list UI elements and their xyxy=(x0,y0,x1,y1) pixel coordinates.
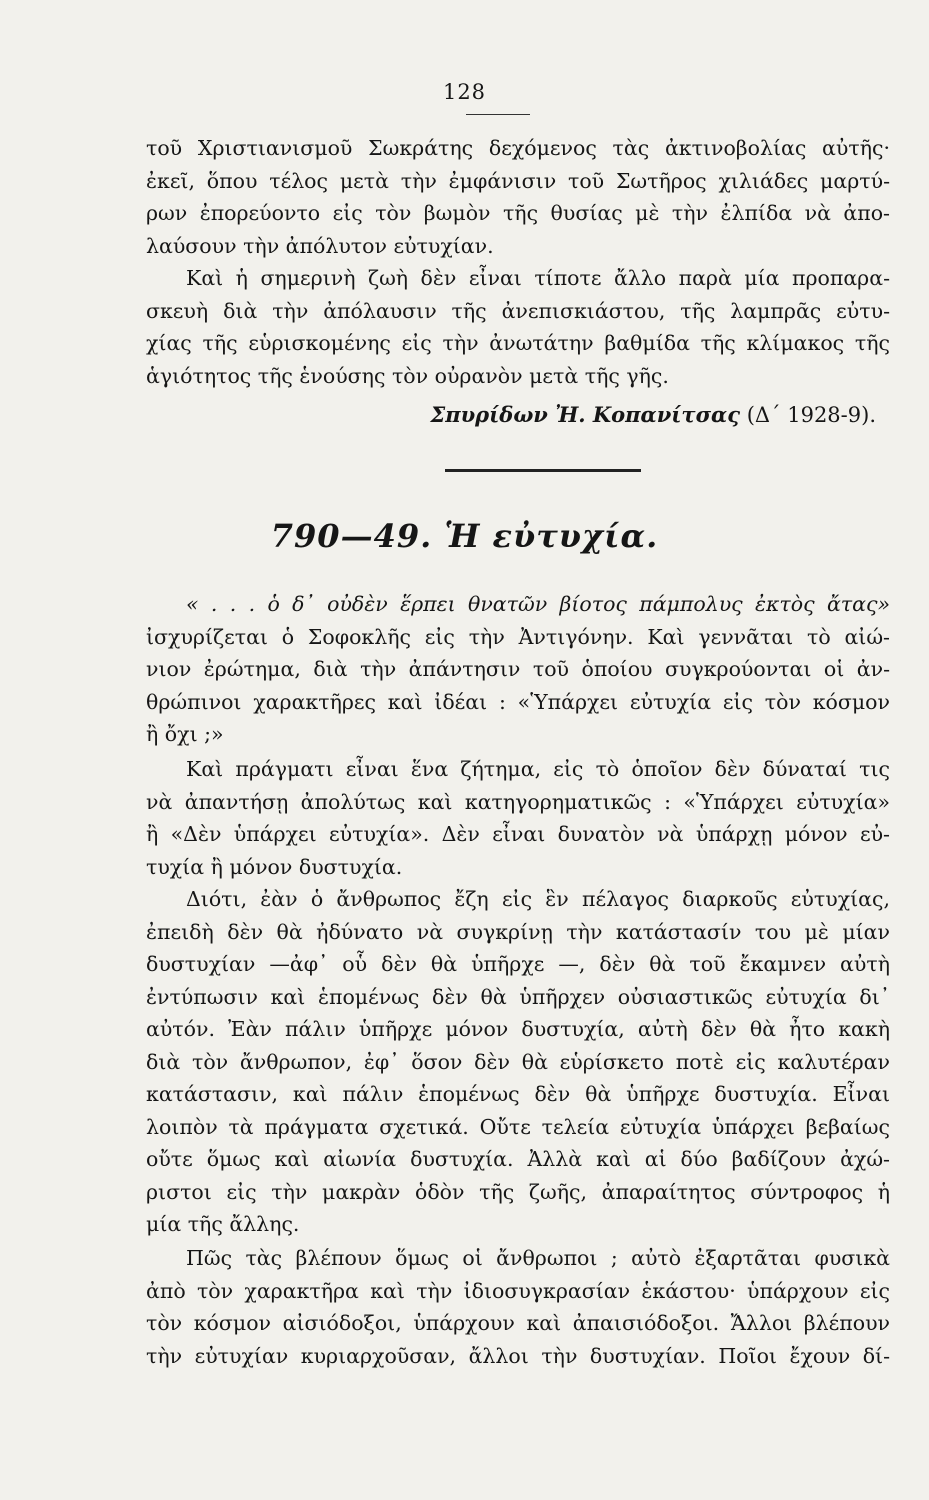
page-number: 128 xyxy=(442,80,487,104)
text-line: ἐντύπωσιν καὶ ἑπομένως δὲν θὰ ὑπῆρχεν οὐσιαστικῶς εὐτυχία δι᾽ xyxy=(146,984,890,1009)
page-number-underline xyxy=(466,114,530,115)
text-line: ἀπὸ τὸν χαρακτῆρα καὶ τὴν ἰδιοσυγκρασίαν ἑκάστου· ὑπάρχουν εἰς xyxy=(146,1278,890,1303)
text-line: τὴν εὐτυχίαν κυριαρχοῦσαν, ἄλλοι τὴν δυστυχίαν. Ποῖοι ἔχουν δί- xyxy=(146,1343,890,1368)
text-line: αὐτόν. Ἐὰν πάλιν ὑπῆρχε μόνον δυστυχία, αὐτὴ δὲν θὰ ἦτο κακὴ xyxy=(146,1017,890,1041)
author-name: Σπυρίδων Ἠ. Κοπανίτσας xyxy=(430,402,740,427)
text-line: δυστυχίαν —ἀφ᾽ οὗ δὲν θὰ ὑπῆρχε —, δὲν θὰ τοῦ ἔκαμνεν αὐτὴ xyxy=(146,952,890,976)
text-line: νιον ἐρώτημα, διὰ τὴν ἀπάντησιν τοῦ ὁποίου συγκρούονται οἱ ἀν- xyxy=(146,657,890,681)
paragraph-1 xyxy=(146,132,890,262)
text-line: ἐκεῖ, ὅπου τέλος μετὰ τὴν ἐμφάνισιν τοῦ Σωτῆρος χιλιάδες μαρτύ- xyxy=(146,168,890,193)
text-line: οὔτε ὅμως καὶ αἰωνία δυστυχία. Ἀλλὰ καὶ αἱ δύο βαδίζουν ἀχώ- xyxy=(146,1147,890,1171)
text-line: ἁγιότητος τῆς ἑνούσης τὸν οὐρανὸν μετὰ τῆς γῆς. xyxy=(146,363,669,388)
text-line: ἐπειδὴ δὲν θὰ ἠδύνατο νὰ συγκρίνῃ τὴν κατάστασίν του μὲ μίαν xyxy=(146,919,890,944)
paragraph-4 xyxy=(146,753,890,883)
paragraph-5 xyxy=(146,883,890,1241)
text-line: χίας τῆς εὑρισκομένης εἰς τὴν ἀνωτάτην βαθμίδα τῆς κλίμακος τῆς xyxy=(146,331,890,355)
section-title: Ἡ εὐτυχία. xyxy=(444,517,659,555)
text-line: ρων ἐπορεύοντο εἰς τὸν βωμὸν τῆς θυσίας μὲ τὴν ἐλπίδα νὰ ἀπο- xyxy=(146,201,890,225)
text-line: θρώπινοι χαρακτῆρες καὶ ἰδέαι : «Ὑπάρχει εὐτυχία εἰς τὸν κόσμον xyxy=(146,689,890,714)
section-heading xyxy=(0,517,929,555)
text-line: διὰ τὸν ἄνθρωπον, ἐφ᾽ ὅσον δὲν θὰ εὑρίσκετο ποτὲ εἰς καλυτέραν xyxy=(146,1049,890,1074)
text-line: Πῶς τὰς βλέπουν ὅμως οἱ ἄνθρωποι ; αὐτὸ ἐξαρτᾶται φυσικὰ xyxy=(186,1246,890,1270)
text-line: λοιπὸν τὰ πράγματα σχετικά. Οὔτε τελεία εὐτυχία ὑπάρχει βεβαίως xyxy=(146,1114,890,1139)
text-line: λαύσουν τὴν ἀπόλυτον εὐτυχίαν. xyxy=(146,233,494,258)
paragraph-6 xyxy=(146,1242,890,1372)
author-class-year: (Δ΄ 1928-9). xyxy=(746,403,876,427)
text-line: Καὶ ἡ σημερινὴ ζωὴ δὲν εἶναι τίποτε ἄλλο παρὰ μία προπαρα- xyxy=(186,266,890,290)
text-line: ριστοι εἰς τὴν μακρὰν ὁδὸν τῆς ζωῆς, ἀπαραίτητος σύντροφος ἡ xyxy=(146,1179,890,1204)
paragraph-3 xyxy=(146,588,890,751)
text-line: κατάστασιν, καὶ πάλιν ἑπομένως δὲν θὰ ὑπῆρχε δυστυχία. Εἶναι xyxy=(146,1082,890,1106)
section-divider xyxy=(445,469,641,472)
text-line: τυχία ἢ μόνον δυστυχία. xyxy=(146,854,403,879)
text-line: νὰ ἀπαντήσῃ ἀπολύτως καὶ κατηγορηματικῶς : «Ὑπάρχει εὐτυχία» xyxy=(146,789,890,814)
text-line: μία τῆς ἄλλης. xyxy=(146,1212,300,1236)
text-line: Διότι, ἐὰν ὁ ἄνθρωπος ἔζη εἰς ἓν πέλαγος διαρκοῦς εὐτυχίας, xyxy=(186,887,890,911)
section-number: 790—49. xyxy=(270,517,433,555)
quote-line: « . . . ὁ δ᾽ οὐδὲν ἕρπει θνατῶν βίοτος πάμπολυς ἐκτὸς ἄτας» xyxy=(186,592,890,616)
author-signature xyxy=(430,402,876,427)
paragraph-2 xyxy=(146,262,890,392)
text-line: ἢ «Δὲν ὑπάρχει εὐτυχία». Δὲν εἶναι δυνατὸν νὰ ὑπάρχῃ μόνον εὐ- xyxy=(146,822,890,846)
text-line: τοῦ Χριστιανισμοῦ Σωκράτης δεχόμενος τὰς ἀκτινοβολίας αὐτῆς· xyxy=(146,136,890,160)
text-line: σκευὴ διὰ τὴν ἀπόλαυσιν τῆς ἀνεπισκιάστου, τῆς λαμπρᾶς εὐτυ- xyxy=(146,298,890,323)
text-line: Καὶ πράγματι εἶναι ἕνα ζήτημα, εἰς τὸ ὁποῖον δὲν δύναταί τις xyxy=(186,757,890,781)
text-line: τὸν κόσμον αἰσιόδοξοι, ὑπάρχουν καὶ ἀπαισιόδοξοι. Ἄλλοι βλέπουν xyxy=(146,1311,890,1335)
text-line: ἢ ὄχι ;» xyxy=(146,722,224,746)
text-line: ἰσχυρίζεται ὁ Σοφοκλῆς εἰς τὴν Ἀντιγόνην. Καὶ γεννᾶται τὸ αἰώ- xyxy=(146,624,890,649)
